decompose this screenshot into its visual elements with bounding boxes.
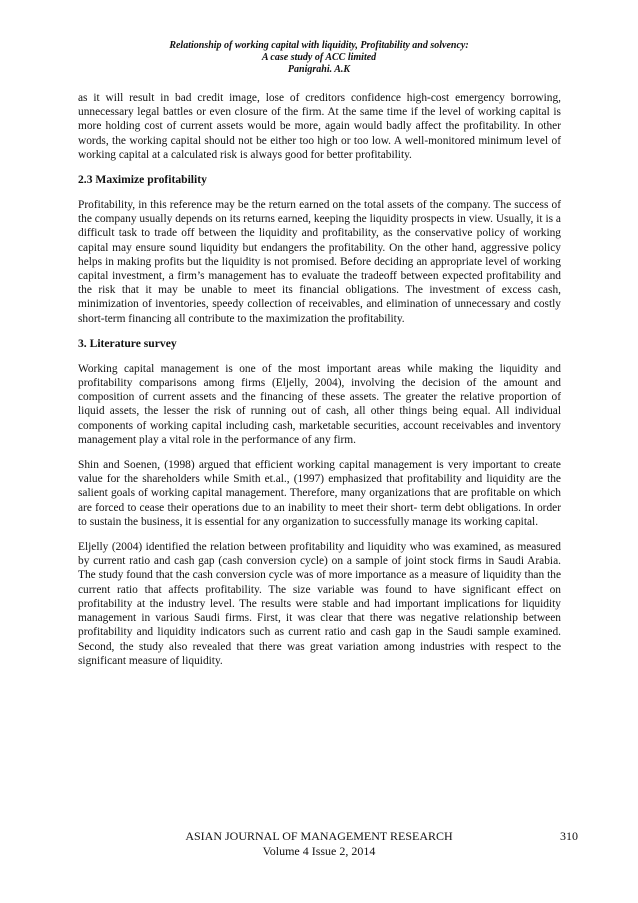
literature-paragraph-1: Working capital management is one of the most important areas while making the liquidity and profitability comparisons among firms (Eljelly, 2004), involving the decision of the amount and composition of current assets and the financing of these assets. The greater the relative proportion of liquid assets, the lesser the risk of running out of cash, all other things being equal. All individual components of working capital including cash, marketable securities, account receivables and inventory management play a vital role in the performance of any firm. — [78, 362, 561, 446]
section-paragraph-maximize-profitability: Profitability, in this reference may be the return earned on the total assets of the company. The success of the company usually depends on its returns earned, keeping the liquidity prospects in view. Usually, it is a difficult task to trade off between the liquidity and profitability, as the conservative policy of working capital may ensure sound liquidity but endangers the profitability. On the other hand, aggressive policy helps in making profits but the liquidity is not promised. Before deciding an appropriate level of working capital investment, a firm’s management has to evaluate the tradeoff between expected profitability and the risk that it may be unable to meet its financial obligations. The investment of excess cash, minimization of inventories, speedy collection of receivables, and elimination of unnecessary and costly short-term financing all contribute to the maximization the profitability. — [78, 199, 561, 325]
running-header — [60, 40, 578, 76]
page-number: 310 — [560, 829, 578, 843]
section-heading-literature-survey: 3. Literature survey — [78, 336, 177, 350]
page-footer — [60, 829, 578, 859]
footer-volume: Volume 4 Issue 2, 2014 — [262, 844, 376, 858]
header-title-line1: Relationship of working capital with liquidity, Profitability and solvency: — [169, 40, 469, 51]
literature-paragraph-3: Eljelly (2004) identified the relation between profitability and liquidity who was examined, as measured by current ratio and cash gap (cash conversion cycle) on a sample of joint stock firms in Saudi Arabia. The study found that the cash conversion cycle was of more importance as a measure of liquidity than the current ratio that affects profitability. The size variable was found to have significant effect on profitability at the industry level. The results were stable and had important implications for liquidity management in various Saudi firms. First, it was clear that there was negative relationship between profitability and liquidity indicators such as current ratio and cash gap in the Saudi sample examined. Second, the study also revealed that there was great variation among industries with respect to the significant measure of liquidity. — [78, 541, 561, 667]
page-body — [78, 91, 561, 679]
footer-journal-name: ASIAN JOURNAL OF MANAGEMENT RESEARCH — [185, 829, 453, 843]
section-heading-maximize-profitability: 2.3 Maximize profitability — [78, 173, 207, 187]
header-title-line2: A case study of ACC limited — [261, 52, 377, 63]
literature-paragraph-2: Shin and Soenen, (1998) argued that efficient working capital management is very important to create value for the shareholders while Smith et.al., (1997) emphasized that profitability and liquidity are the salient goals of working capital management. Therefore, many organizations that are profitable on which are forced to cease their operations due to an inability to meet their short- term debt obligations. In order to sustain the business, it is essential for any organization to successfully manage its working capital. — [78, 459, 561, 528]
header-author: Panigrahi. A.K — [287, 64, 351, 75]
intro-paragraph: as it will result in bad credit image, lose of creditors confidence high-cost emergency borrowing, unnecessary legal battles or even closure of the firm. At the same time if the level of working capital is more holding cost of current assets would be more, again would badly affect the profitability. In other words, the working capital should not be either too high or too low. A well-monitored minimum level of working capital at a calculated risk is always good for better profitability. — [78, 92, 561, 161]
